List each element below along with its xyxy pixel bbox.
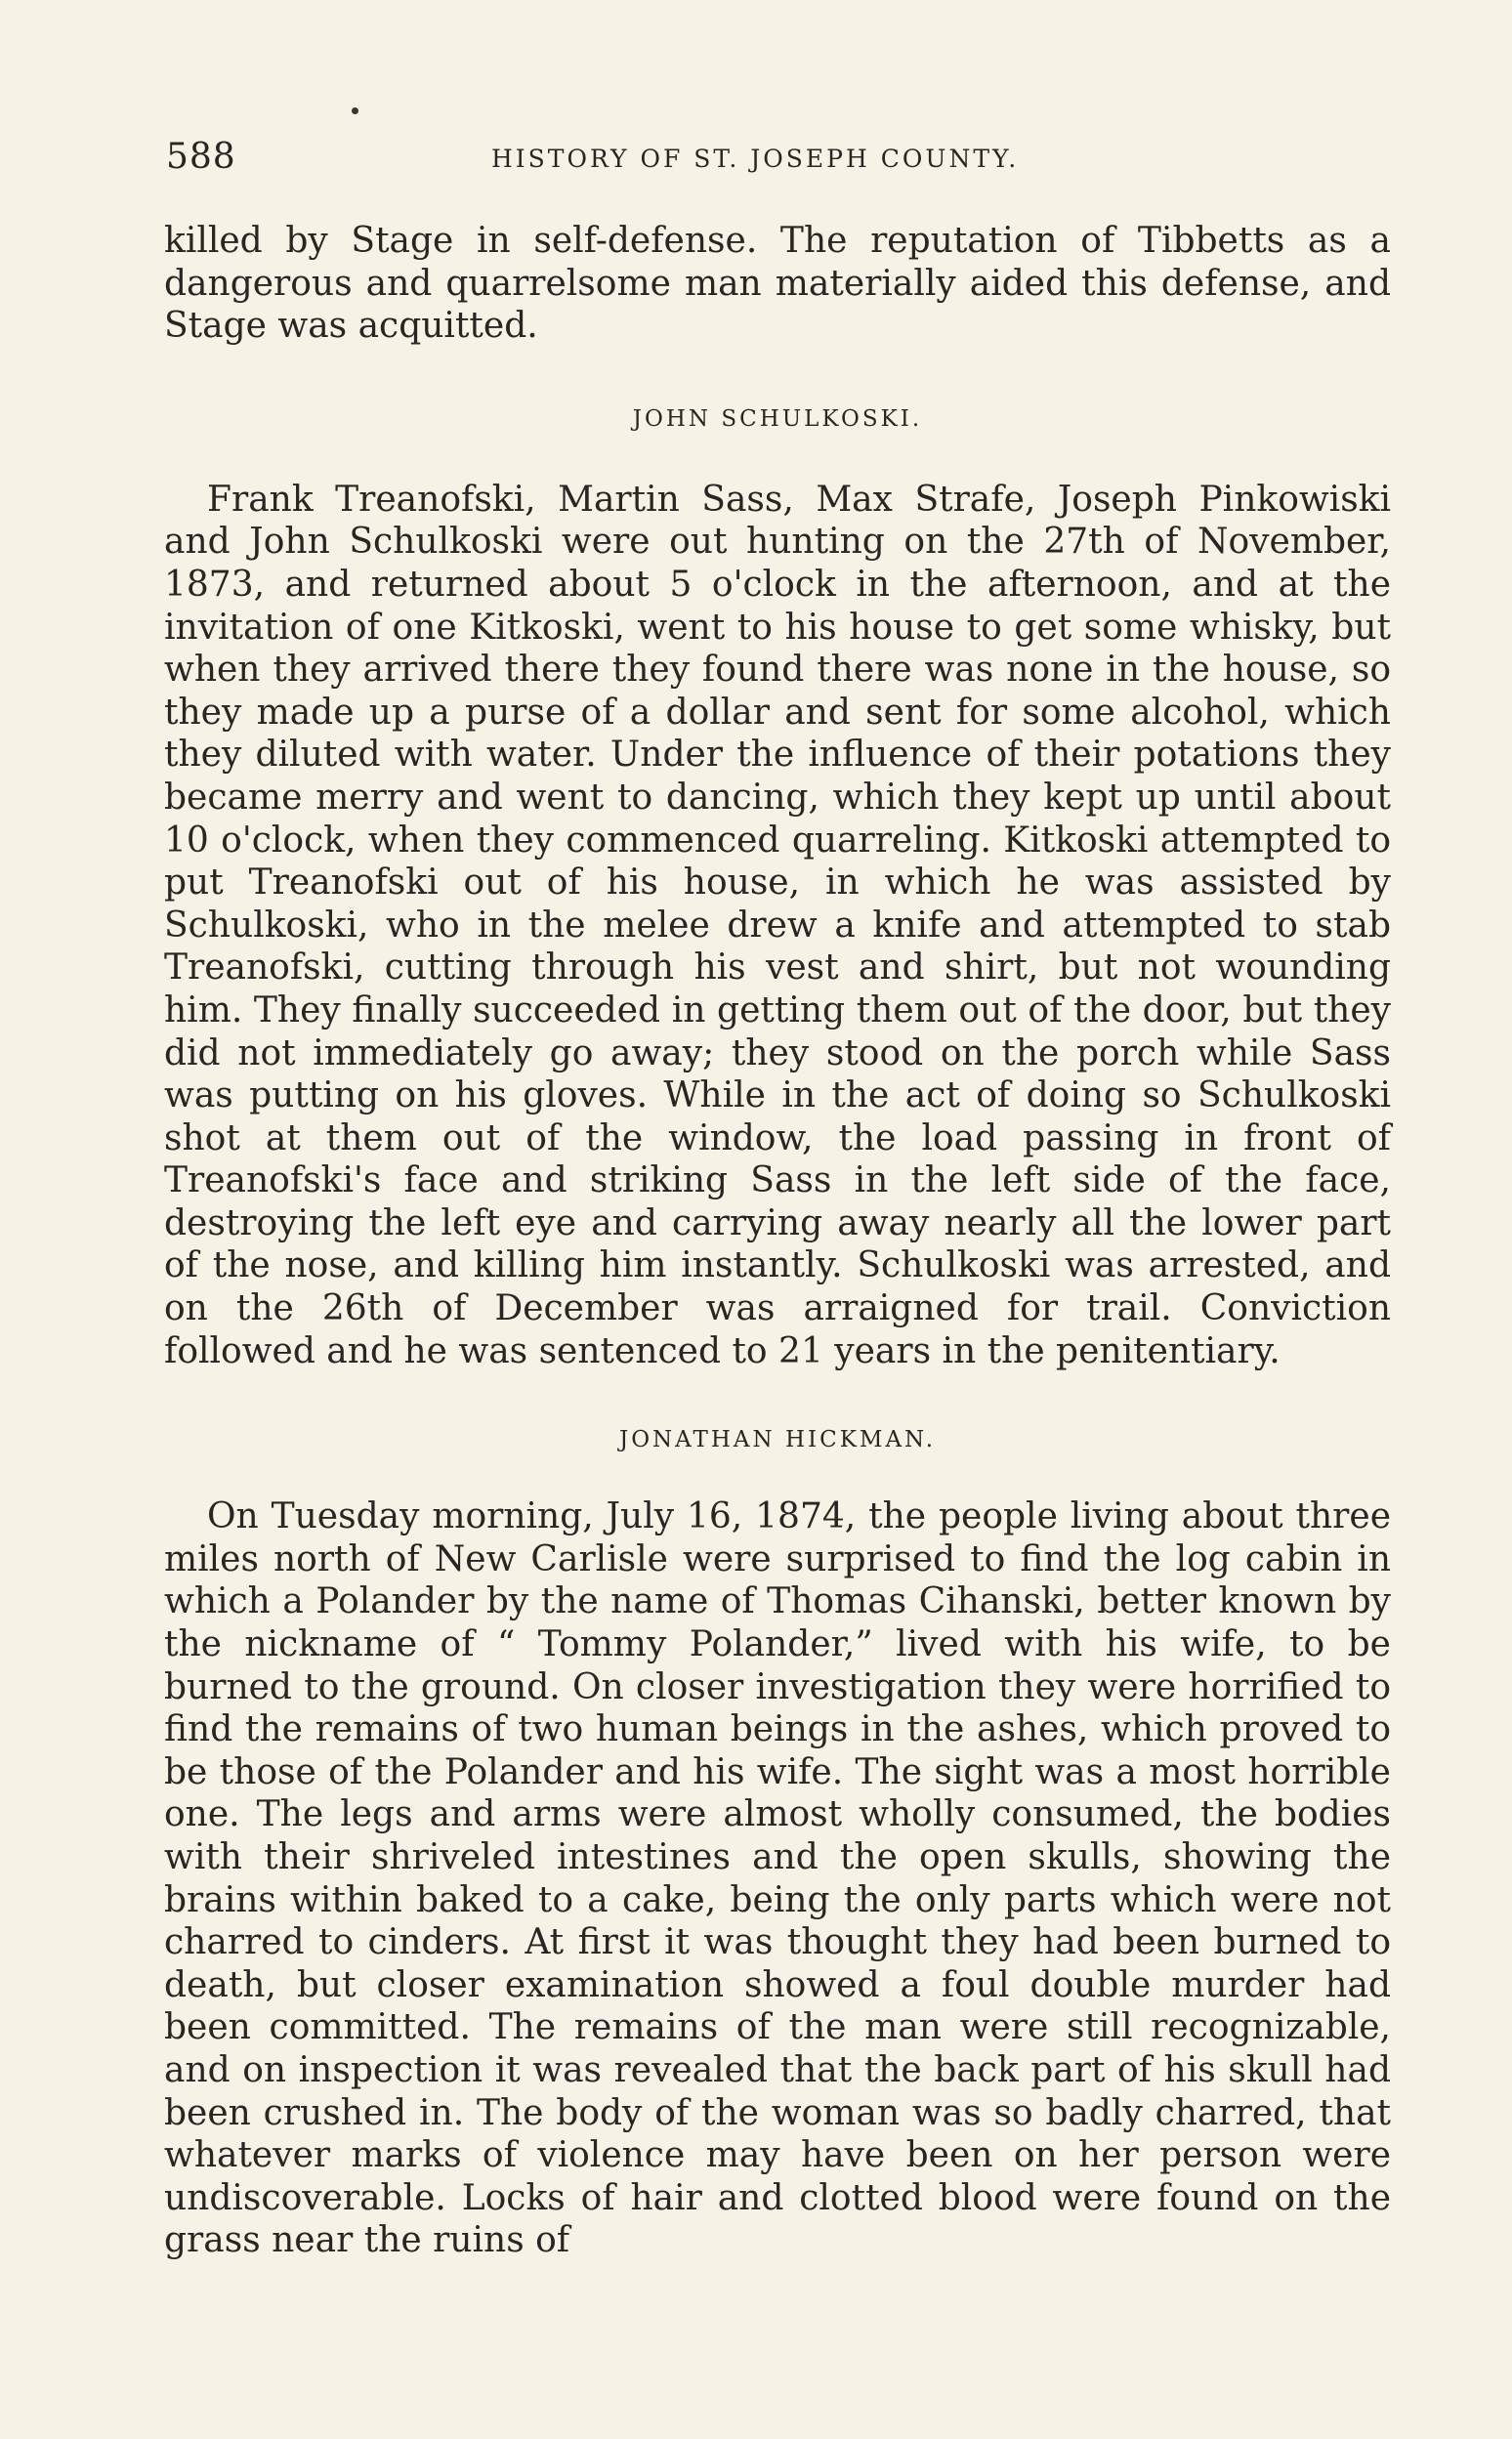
running-head: HISTORY OF ST. JOSEPH COUNTY. [491,145,1020,173]
page-body [164,220,1391,2262]
page-mark [352,107,358,114]
page-number: 588 [166,137,236,177]
intro-paragraph: killed by Stage in self-defense. The reputation of Tibbetts as a dangerous and quarrelsome man materially aided this defense, and Stage was acquitted. [164,221,1391,347]
paragraph-hickman: On Tuesday morning, July 16, 1874, the people living about three miles north of New Carlisle were surprised to find the log cabin in which a Polander by the name of Thomas Cihanski, better known by the nickname of “ Tommy Polander,” lived with his wife, to be burned to the ground. On closer investigation they were horrified to find the remains of two human beings in the ashes, which proved to be those of the Polander and his wife. The sight was a most horrible one. The legs and arms were almost wholly consumed, the bodies with their shriveled intestines and the open skulls, showing the brains within baked to a cake, being the only parts which were not charred to cinders. At first it was thought they had been burned to death, but closer examination showed a foul double murder had been committed. The remains of the man were still recognizable, and on inspection it was revealed that the back part of his skull had been crushed in. The body of the woman was so badly charred, that whatever marks of violence may have been on her person were undiscoverable. Locks of hair and clotted blood were found on the grass near the ruins of [164,1496,1391,2261]
section-heading-schulkoski: JOHN SCHULKOSKI. [632,405,923,432]
section-heading-hickman: JONATHAN HICKMAN. [618,1427,937,1453]
page-header [166,137,1387,186]
paragraph-schulkoski: Frank Treanofski, Martin Sass, Max Strafe, Joseph Pinkowiski and John Schulkoski were out hunting on the 27th of November, 1873, and returned about 5 o'clock in the afternoon, and at the invitation of one Kitkoski, went to his house to get some whisky, but when they arrived there they found there was none in the house, so they made up a purse of a dollar and sent for some alcohol, which they diluted with water. Under the influence of their potations they became merry and went to dancing, which they kept up until about 10 o'clock, when they commenced quarreling. Kitkoski attempted to put Treanofski out of his house, in which he was assisted by Schulkoski, who in the melee drew a knife and attempted to stab Treanofski, cutting through his vest and shirt, but not wounding him. They finally succeeded in getting them out of the door, but they did not immediately go away; they stood on the porch while Sass was putting on his gloves. While in the act of doing so Schulkoski shot at them out of the window, the load passing in front of Treanofski's face and striking Sass in the left side of the face, destroying the left eye and carrying away nearly all the lower part of the nose, and killing him instantly. Schulkoski was arrested, and on the 26th of December was arraigned for trail. Conviction followed and he was sentenced to 21 years in the penitentiary. [164,479,1391,1371]
